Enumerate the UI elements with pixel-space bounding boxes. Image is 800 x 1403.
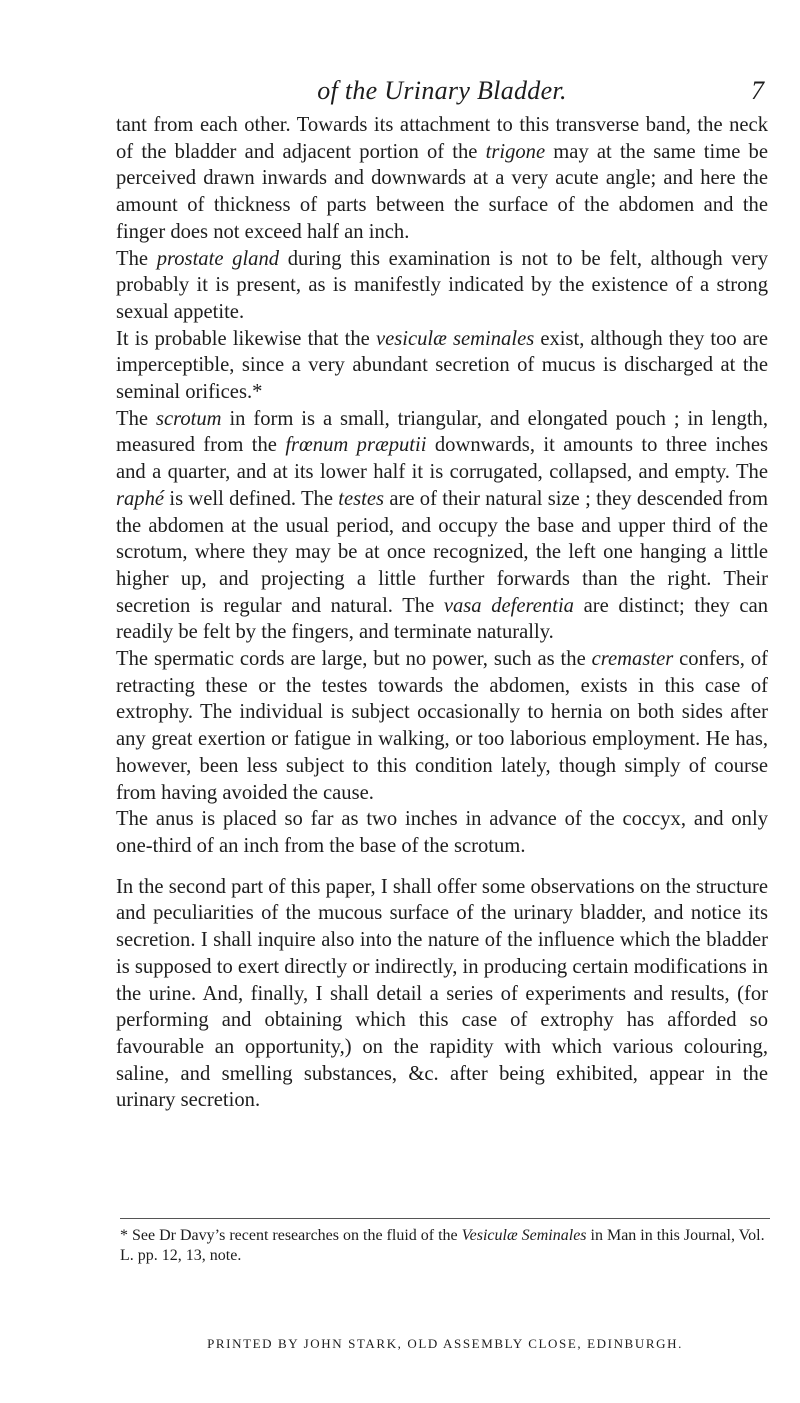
page-number: 7	[751, 76, 764, 105]
paragraph	[116, 112, 768, 246]
text-run: confers, of retracting these or the testes towards the abdomen, exists in this case of extrophy. The individual is subject occasionally to hernia on both sides after any great exertion or fatigue in walking, or too laborious employment. He has, however, been less subject to this condition lately, though simply of course from having avoided the cause.	[116, 648, 769, 804]
text-run: exist, although they too are imperceptible, since a very abundant secretion of mucus is discharged at the seminal orifices.*	[116, 327, 768, 404]
text-run: are distinct; they can readily be felt by the fingers, and terminate naturally.	[116, 594, 769, 644]
italic-term: cremaster	[591, 648, 674, 671]
text-run: It is probable likewise that the	[116, 327, 376, 350]
printer-imprint: PRINTED BY JOHN STARK, OLD ASSEMBLY CLOSE, EDINBURGH.	[207, 1336, 683, 1351]
italic-term: scrotum	[155, 407, 222, 430]
italic-term: frœnum præputii	[285, 434, 427, 457]
text-run: tant from each other. Towards its attachment to this transverse band, the neck of the bladder and adjacent portion of the	[116, 114, 768, 163]
text-run: The	[116, 247, 157, 270]
text-run: downwards, it amounts to three inches and a quarter, and at its lower half it is corrugated, collapsed, and empty. The	[116, 434, 768, 484]
text-run: during this examination is not to be felt, although very probably it is present, as is manifestly indicated by the existence of a strong sexual appetite.	[116, 247, 769, 323]
paragraph	[116, 806, 768, 859]
text-run: In the second part of this paper, I shall offer some observations on the structure and peculiarities of the mucous surface of the urinary bladder, and notice its secretion. I shall inquire also into the nature of the influence which the bladder is supposed to exert directly or indirectly, in producing certain modifications in the urine. And, finally, I shall detail a series of experiments and results, (for performing and obtaining which this case of extrophy has afforded so favourable an opportunity,) on the rapidity with which various colouring, saline, and smelling substances, &c. after being exhibited, appear in the urinary secretion.	[116, 875, 768, 1112]
text-run: may at the same time be perceived drawn inwards and downwards at a very acute angle; and here the amount of thickness of parts between the surface of the abdomen and the finger does not exceed half an inch.	[116, 140, 768, 243]
italic-term: raphé	[116, 487, 165, 510]
body-text	[116, 112, 768, 1114]
text-run: The spermatic cords are large, but no power, such as the	[116, 648, 592, 671]
italic-term: trigone	[485, 140, 546, 163]
italic-term: Vesiculæ Seminales	[461, 1227, 587, 1244]
paragraph	[116, 246, 768, 326]
running-title: of the Urinary Bladder.	[317, 76, 567, 105]
text-run: are of their natural size ; they descended from the abdomen at the usual period, and occupy the base and upper third of the scrotum, where they may be at once recognized, the left one hanging a little higher up, and projecting a little further forwards than the right. Their secretion is regular and natural. The	[116, 487, 768, 617]
footnote-divider	[120, 1218, 770, 1219]
italic-term: vasa deferentia	[443, 594, 574, 617]
page-header	[116, 76, 768, 116]
text-run: * See Dr Davy’s recent researches on the fluid of the	[120, 1227, 462, 1244]
paragraph	[116, 874, 768, 1114]
paragraph	[116, 406, 768, 646]
text-run: in Man in this Journal, Vol. L. pp. 12, 13, note.	[120, 1227, 765, 1264]
text-run: in form is a small, triangular, and elongated pouch ; in length, measured from the	[116, 407, 769, 457]
text-run: The anus is placed so far as two inches in advance of the coccyx, and only one-third of an inch from the base of the scrotum.	[116, 808, 768, 857]
italic-term: prostate gland	[156, 247, 280, 270]
italic-term: vesiculæ seminales	[375, 327, 535, 350]
footnote	[120, 1226, 770, 1266]
paragraph	[116, 646, 768, 806]
paragraph	[116, 326, 768, 406]
italic-term: testes	[338, 487, 385, 510]
text-run: The	[116, 407, 156, 430]
text-run: is well defined. The	[164, 487, 339, 510]
